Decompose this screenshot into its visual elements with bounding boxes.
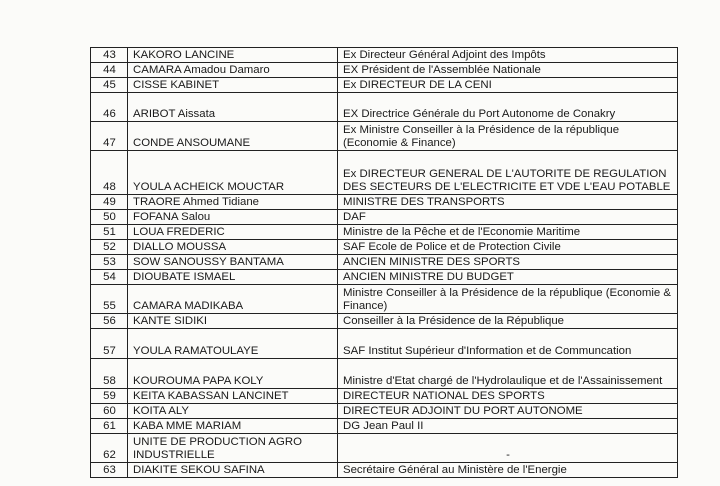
row-number: 51 [91,225,128,240]
person-name: TRAORE Ahmed Tidiane [128,195,338,210]
person-function: EX Président de l'Assemblée Nationale [338,63,678,78]
person-name: LOUA FREDERIC [128,225,338,240]
row-number: 49 [91,195,128,210]
row-number: 62 [91,434,128,463]
table-row [91,240,678,255]
row-number: 61 [91,419,128,434]
person-function: Ex Directeur Général Adjoint des Impôts [338,48,678,63]
person-name: CONDE ANSOUMANE [128,122,338,151]
person-name: KEITA KABASSAN LANCINET [128,389,338,404]
person-name: DIALLO MOUSSA [128,240,338,255]
person-name: YOULA RAMATOULAYE [128,329,338,359]
row-number: 58 [91,359,128,389]
row-number: 52 [91,240,128,255]
table-row [91,48,678,63]
table-row [91,314,678,329]
table-row [91,122,678,151]
person-name: CISSE KABINET [128,78,338,93]
person-name: UNITE DE PRODUCTION AGRO INDUSTRIELLE [128,434,338,463]
person-name: KANTE SIDIKI [128,314,338,329]
officials-table-body [91,48,678,478]
table-row [91,270,678,285]
row-number: 46 [91,93,128,122]
person-function: DG Jean Paul II [338,419,678,434]
person-function: - [338,434,678,463]
person-function: DAF [338,210,678,225]
person-function: DIRECTEUR NATIONAL DES SPORTS [338,389,678,404]
table-row [91,210,678,225]
person-function: Secrétaire Général au Ministère de l'Energie [338,463,678,478]
row-number: 53 [91,255,128,270]
person-name: SOW SANOUSSY BANTAMA [128,255,338,270]
row-number: 55 [91,285,128,314]
person-function: SAF Ecole de Police et de Protection Civile [338,240,678,255]
table-row [91,63,678,78]
person-function: ANCIEN MINISTRE DU BUDGET [338,270,678,285]
table-row [91,93,678,122]
row-number: 43 [91,48,128,63]
row-number: 50 [91,210,128,225]
person-function: Ministre d'Etat chargé de l'Hydrolaulique et de l'Assainissement [338,359,678,389]
row-number: 47 [91,122,128,151]
table-row [91,419,678,434]
person-name: CAMARA MADIKABA [128,285,338,314]
person-name: KABA MME MARIAM [128,419,338,434]
person-name: YOULA ACHEICK MOUCTAR [128,151,338,195]
row-number: 63 [91,463,128,478]
table-row [91,151,678,195]
row-number: 56 [91,314,128,329]
table-row [91,329,678,359]
person-name: DIOUBATE ISMAEL [128,270,338,285]
row-number: 57 [91,329,128,359]
person-name: KOITA ALY [128,404,338,419]
person-function: ANCIEN MINISTRE DES SPORTS [338,255,678,270]
person-name: ARIBOT Aissata [128,93,338,122]
person-function: Ministre Conseiller à la Présidence de la république (Economie & Finance) [338,285,678,314]
person-name: DIAKITE SEKOU SAFINA [128,463,338,478]
row-number: 45 [91,78,128,93]
person-function: Conseiller à la Présidence de la République [338,314,678,329]
table-row [91,225,678,240]
person-name: CAMARA Amadou Damaro [128,63,338,78]
table-row [91,195,678,210]
person-function: SAF Institut Supérieur d'Information et de Communcation [338,329,678,359]
table-row [91,463,678,478]
person-function: Ministre de la Pêche et de l'Economie Maritime [338,225,678,240]
row-number: 48 [91,151,128,195]
person-function: EX Directrice Générale du Port Autonome de Conakry [338,93,678,122]
person-function: DIRECTEUR ADJOINT DU PORT AUTONOME [338,404,678,419]
person-name: KAKORO LANCINE [128,48,338,63]
person-function: Ex DIRECTEUR DE LA CENI [338,78,678,93]
table-row [91,359,678,389]
person-function: MINISTRE DES TRANSPORTS [338,195,678,210]
table-row [91,255,678,270]
table-row [91,285,678,314]
row-number: 59 [91,389,128,404]
person-name: FOFANA Salou [128,210,338,225]
person-function: Ex DIRECTEUR GENERAL DE L'AUTORITE DE REGULATION DES SECTEURS DE L'ELECTRICITE ET VDE L'EAU POTABLE [338,151,678,195]
officials-table [90,47,678,478]
person-function: Ex Ministre Conseiller à la Présidence de la république (Economie & Finance) [338,122,678,151]
row-number: 60 [91,404,128,419]
table-row [91,404,678,419]
row-number: 44 [91,63,128,78]
table-row [91,389,678,404]
table-row [91,434,678,463]
table-row [91,78,678,93]
row-number: 54 [91,270,128,285]
person-name: KOUROUMA PAPA KOLY [128,359,338,389]
